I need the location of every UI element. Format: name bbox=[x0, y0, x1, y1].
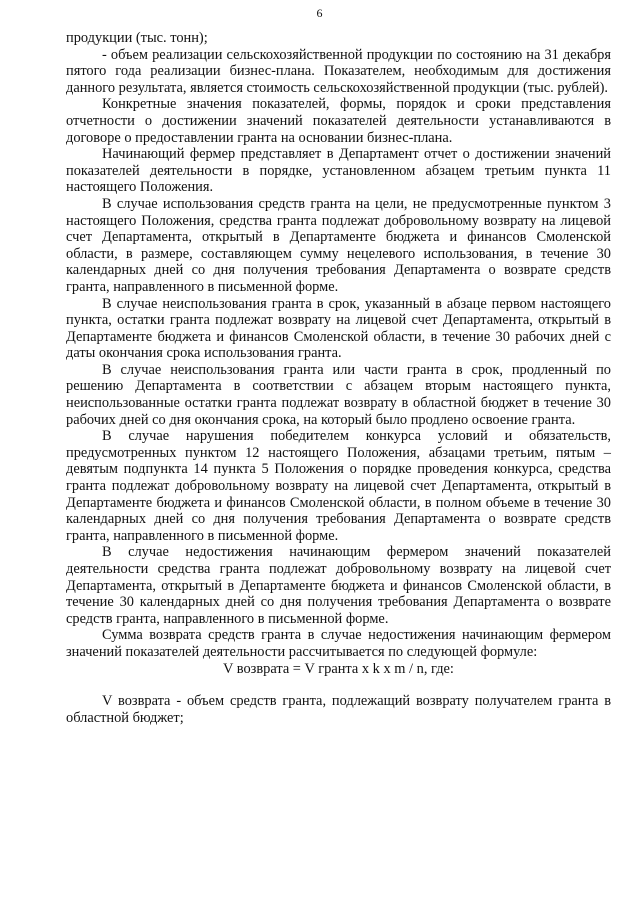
paragraph: В случае использования средств гранта на цели, не предусмотренные пунктом 3 настоящего Положения, средства гранта подлежат добровольному возврату на лицевой счет Департамента, открытый в Департаменте бюджета и финансов Смоленской области, в размере, составляющем сумму нецелевого использования, в течение 30 календарных дней со дня получения требования Департамента о возврате средств гранта, направленного в письменной форме. bbox=[66, 195, 611, 295]
definition-paragraph: V возврата - объем средств гранта, подлежащий возврату получателем гранта в областной бюджет; bbox=[66, 693, 611, 726]
paragraph: продукции (тыс. тонн); bbox=[66, 30, 208, 46]
page-number: 6 bbox=[316, 6, 323, 20]
paragraph: В случае неиспользования гранта или части гранта в срок, продленный по решению Департамента в соответствии с абзацем вторым настоящего пункта, неиспользованные остатки гранта подлежат возврату в областной бюджет в течение 30 рабочих дней со дня окончания срока, на который было продлено освоение гранта. bbox=[66, 361, 611, 428]
paragraph: - объем реализации сельскохозяйственной продукции по состоянию на 31 декабря пятого года реализации бизнес-плана. Показателем, необходимым для достижения данного результата, является стоимость сельскохозяйственной продукции (тыс. рублей). bbox=[66, 46, 611, 96]
paragraph: Конкретные значения показателей, формы, порядок и сроки представления отчетности о достижении значений показателей деятельности устанавливаются в договоре о предоставлении гранта на основании бизнес-плана. bbox=[66, 96, 611, 146]
formula: V возврата = V гранта x k x m / n, где: bbox=[223, 660, 454, 677]
paragraph: Сумма возврата средств гранта в случае недостижения начинающим фермером значений показателей деятельности рассчитывается по следующей формуле: bbox=[66, 627, 611, 660]
paragraph: В случае неиспользования гранта в срок, указанный в абзаце первом настоящего пункта, остатки гранта подлежат возврату на лицевой счет Департамента, открытый в Департаменте бюджета и финансов Смоленской области, в течение 30 рабочих дней с даты окончания срока использования гранта. bbox=[66, 295, 611, 362]
document-body bbox=[66, 30, 611, 726]
paragraph: Начинающий фермер представляет в Департамент отчет о достижении значений показателей деятельности в порядке, установленном абзацем третьим пункта 11 настоящего Положения. bbox=[66, 146, 611, 196]
paragraph: В случае нарушения победителем конкурса условий и обязательств, предусмотренных пунктом 12 настоящего Положения, абзацами третьим, пятым – девятым подпункта 14 пункта 5 Положения о порядке проведения конкурса, средства гранта подлежат добровольному возврату на лицевой счет Департамента, открытый в Департаменте бюджета и финансов Смоленской области, в полном объеме в течение 30 календарных дней со дня получения требования Департамента о возврате средств гранта, направленного в письменной форме. bbox=[66, 428, 611, 544]
paragraph: В случае недостижения начинающим фермером значений показателей деятельности средства гранта подлежат добровольному возврату на лицевой счет Департамента, открытый в Департаменте бюджета и финансов Смоленской области, в течение 30 календарных дней со дня получения требования Департамента о возврате средств гранта, направленного в письменной форме. bbox=[66, 544, 611, 627]
